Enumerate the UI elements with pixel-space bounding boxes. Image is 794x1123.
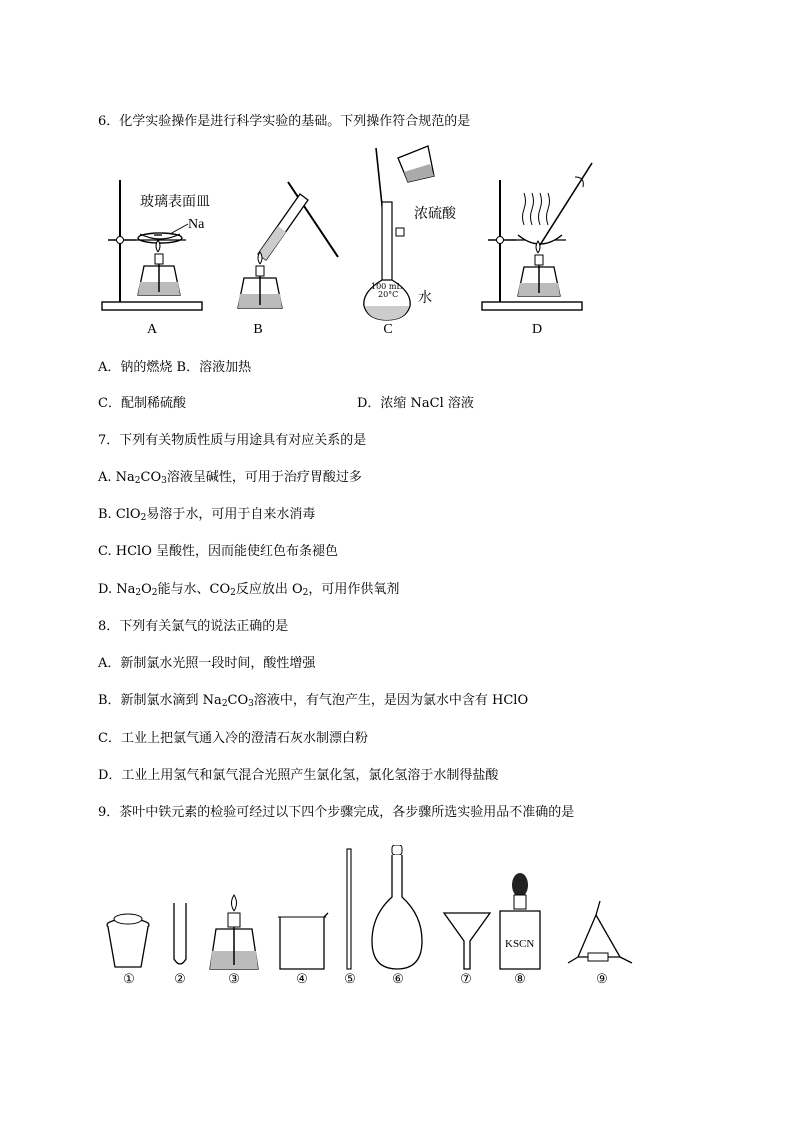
q7-option-a: A. $Na_2CO_3$溶液呈碱性，可用于治疗胃酸过多 <box>98 470 362 486</box>
apparatus-b-figure <box>228 172 343 326</box>
crucible-icon <box>107 914 149 967</box>
q6-option-c: C．配制稀硫酸 <box>98 396 186 411</box>
beaker-icon <box>278 913 328 969</box>
alcohol-lamp-icon <box>210 895 258 969</box>
water-label: 水 <box>418 290 432 306</box>
q7-stem: 7．下列有关物质性质与用途具有对应关系的是 <box>98 433 367 448</box>
apparatus-b-drawing <box>228 172 343 322</box>
apparatus-d-drawing <box>480 155 600 320</box>
caption-b: B <box>253 322 263 337</box>
q7-option-b: B. ClO$_2$易溶于水，可用于自来水消毒 <box>98 507 316 523</box>
test-tube-icon <box>174 903 186 964</box>
q6-option-a: A．钠的燃烧 B．溶液加热 <box>98 360 252 375</box>
equipment-number-2: ② <box>174 972 186 987</box>
equipment-number-4: ④ <box>296 972 308 987</box>
caption-a: A <box>146 322 158 337</box>
kscn-label: KSCN <box>505 938 535 950</box>
volumetric-flask-icon <box>372 845 422 969</box>
na-pointer <box>168 222 190 236</box>
q9-stem: 9．茶叶中铁元素的检验可经过以下四个步骤完成，各步骤所选实验用品不准确的是 <box>98 805 575 820</box>
na-label: Na <box>188 217 205 232</box>
conc-acid-label: 浓硫酸 <box>414 206 456 222</box>
q8-option-d: D．工业上用氢气和氯气混合光照产生氯化氢，氯化氢溶于水制得盐酸 <box>98 768 499 783</box>
equipment-number-3: ③ <box>228 972 240 987</box>
equipment-number-6: ⑥ <box>392 972 404 987</box>
q7-option-d: D. $Na_2O_2$能与水、$CO_2$反应放出 $O_2$，可用作供氧剂 <box>98 582 400 598</box>
watch-glass-label: 玻璃表面皿 <box>140 194 210 210</box>
funnel-icon <box>444 913 490 969</box>
q6-stem: 6．化学实验操作是进行科学实验的基础。下列操作符合规范的是 <box>98 114 471 129</box>
q8-option-a: A．新制氯水光照一段时间，酸性增强 <box>98 656 316 671</box>
flask-volume-label: 100 mL <box>371 282 402 291</box>
q8-option-b: B．新制氯水滴到 $Na_2CO_3$溶液中，有气泡产生，是因为氯水中含有 HClO <box>98 693 529 709</box>
dropper-bottle-icon <box>500 873 540 969</box>
equipment-number-1: ① <box>123 972 135 987</box>
equipment-number-9: ⑨ <box>596 972 608 987</box>
caption-d: D <box>531 322 543 337</box>
equipment-number-7: ⑦ <box>460 972 472 987</box>
clay-triangle-icon <box>568 901 632 963</box>
q8-stem: 8．下列有关氯气的说法正确的是 <box>98 619 289 634</box>
glass-rod-icon <box>347 849 351 969</box>
flask-temp-label: 20°C <box>378 290 399 299</box>
apparatus-d-figure <box>480 155 600 324</box>
equipment-number-8: ⑧ <box>514 972 526 987</box>
equipment-row-drawing <box>100 845 640 970</box>
q6-option-d: D．浓缩 NaCl 溶液 <box>357 396 474 411</box>
q8-option-c: C．工业上把氯气通入冷的澄清石灰水制漂白粉 <box>98 731 368 746</box>
q7-option-c: C. HClO 呈酸性，因而能使红色布条褪色 <box>98 544 338 559</box>
equipment-row-figure <box>100 845 640 974</box>
equipment-number-5: ⑤ <box>344 972 356 987</box>
caption-c: C <box>383 322 393 337</box>
